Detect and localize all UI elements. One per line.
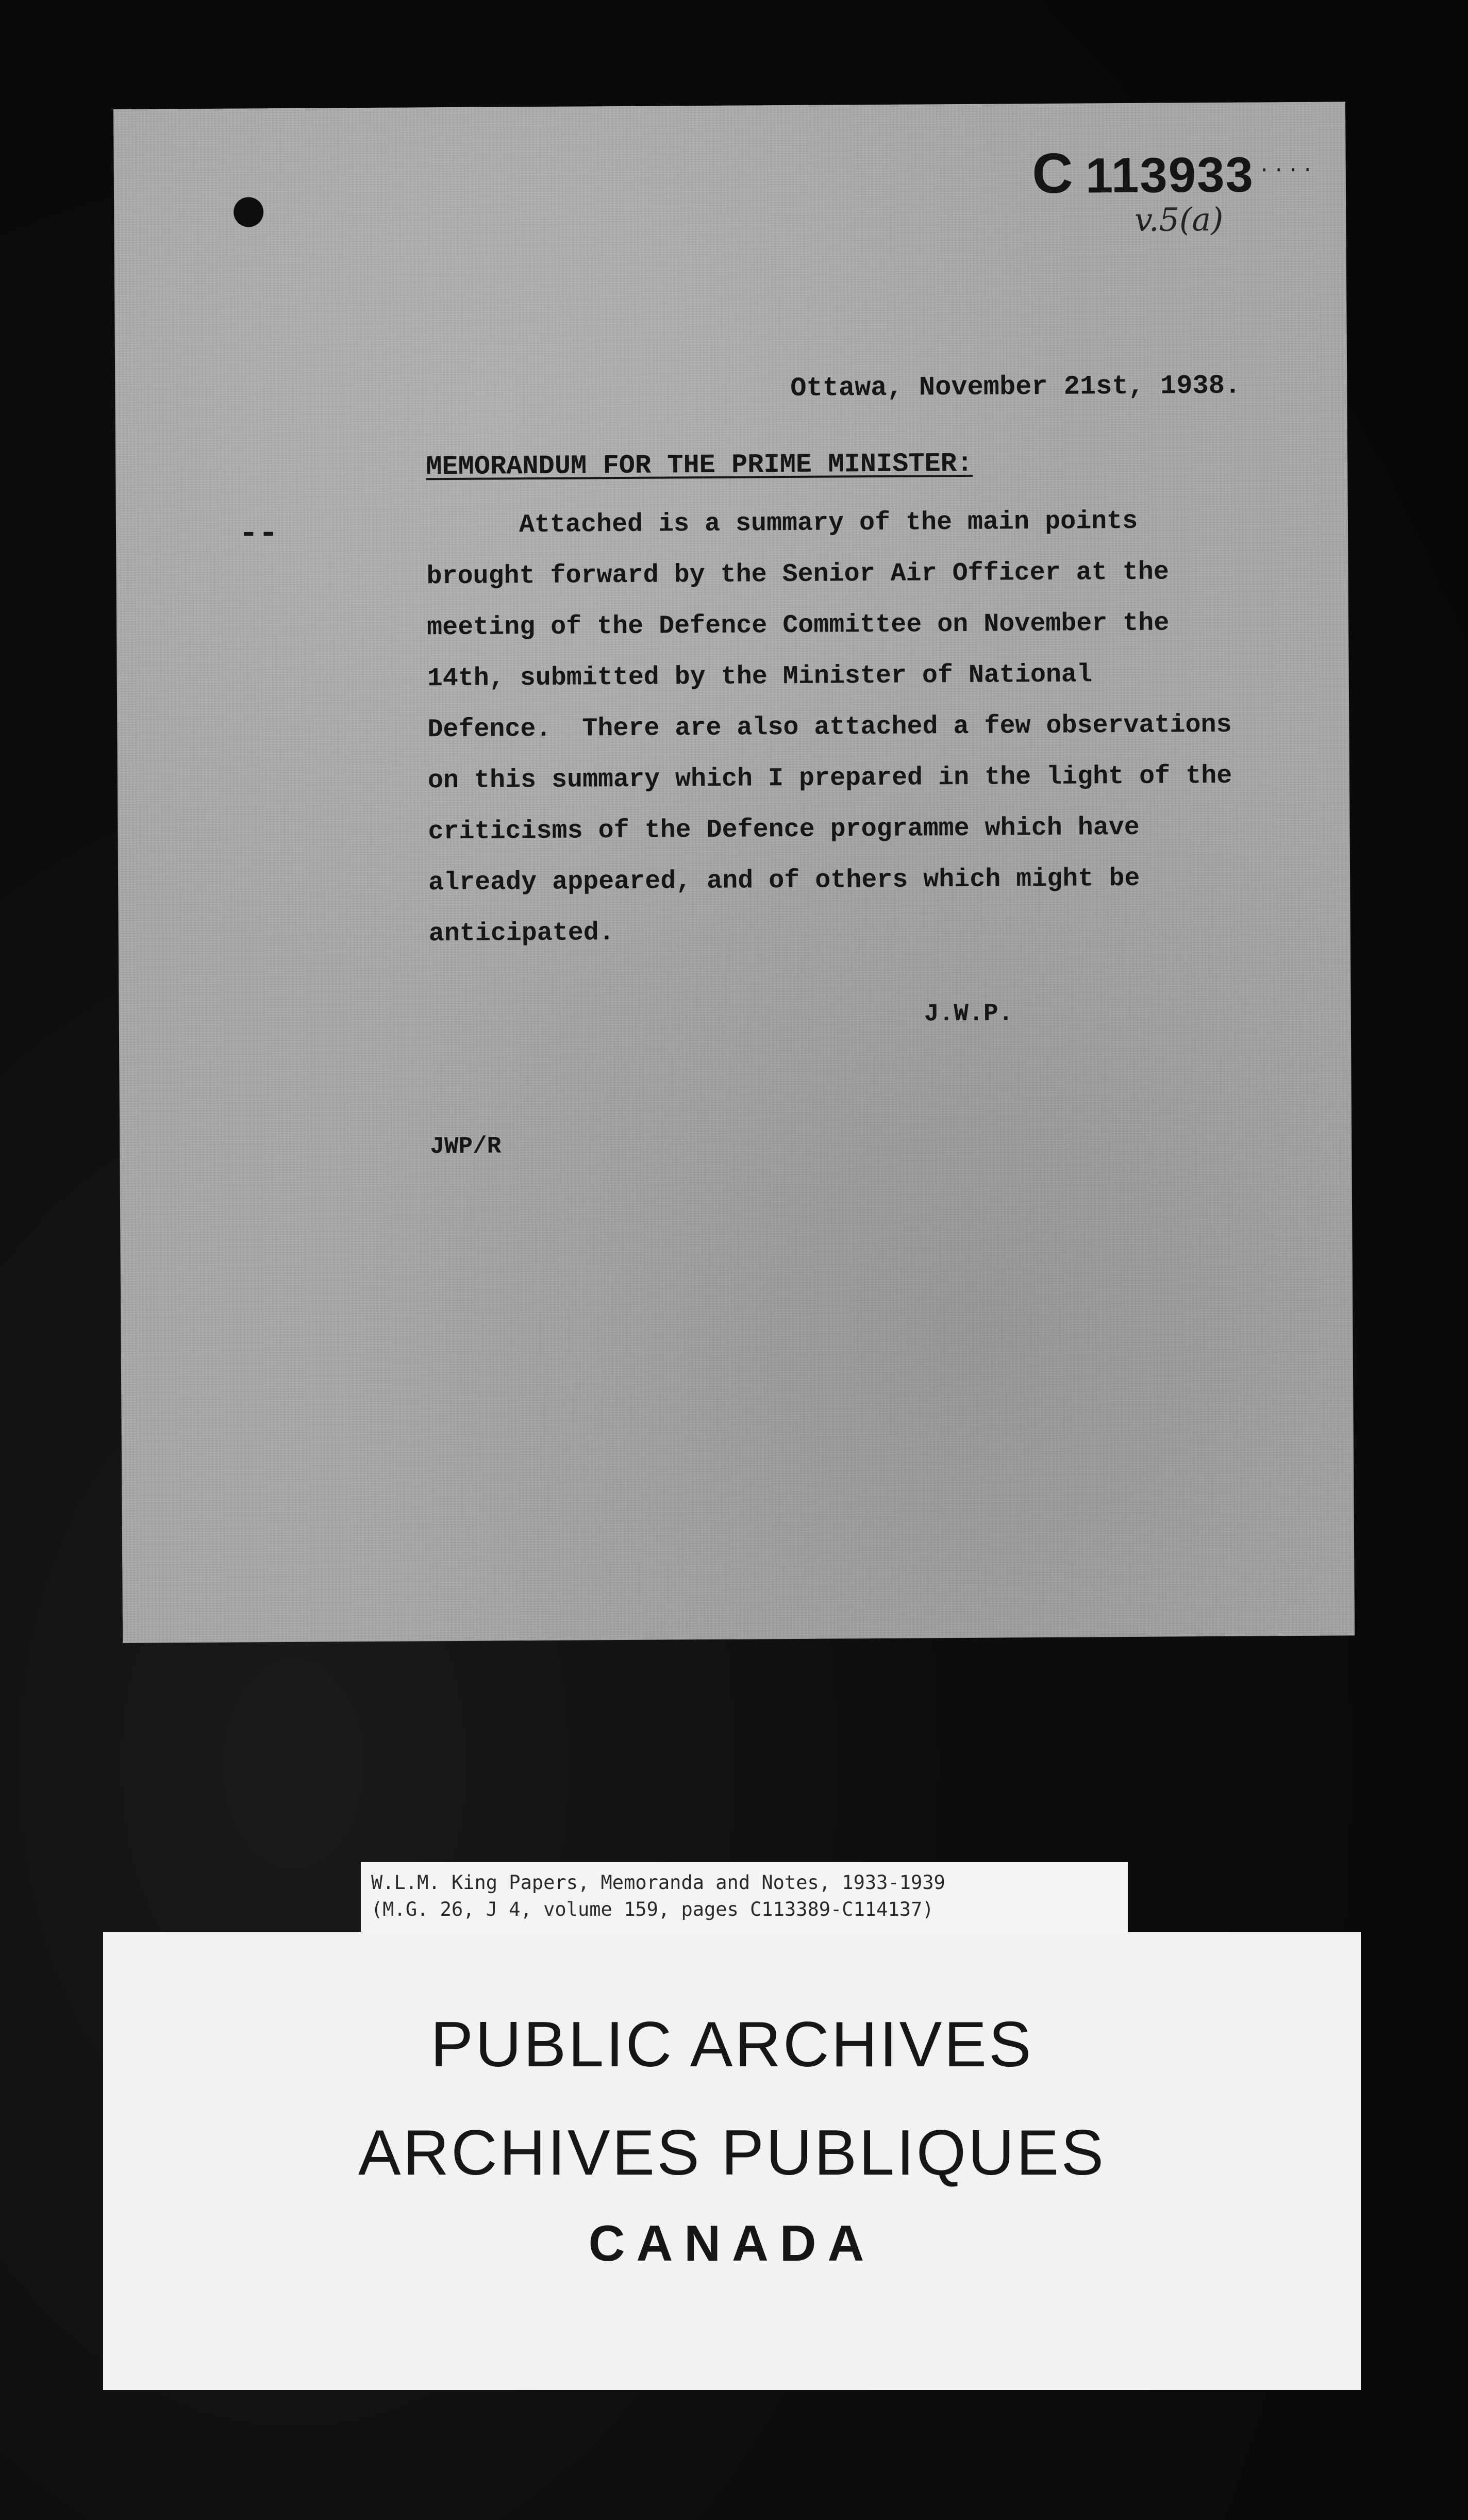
body-line: on this summary which I prepared in the light of the bbox=[427, 761, 1232, 796]
citation-line-1: W.L.M. King Papers, Memoranda and Notes, 1933-1939 bbox=[371, 1871, 945, 1894]
citation-line-2: (M.G. 26, J 4, volume 159, pages C113389-C114137) bbox=[371, 1898, 934, 1920]
body-line: anticipated. bbox=[428, 918, 615, 949]
handwritten-volume-note: v.5(a) bbox=[1134, 200, 1224, 239]
date-line: Ottawa, November 21st, 1938. bbox=[790, 370, 1241, 404]
body-line: already appeared, and of others which might be bbox=[428, 864, 1140, 898]
reference-prefix: C bbox=[1031, 141, 1075, 206]
body-line: Attached is a summary of the main points bbox=[426, 506, 1138, 541]
body-line: Defence. There are also attached a few observations bbox=[427, 710, 1232, 745]
reference-dots: .... bbox=[1258, 154, 1316, 178]
signature-initials: J.W.P. bbox=[924, 1000, 1013, 1029]
archives-title-french: ARCHIVES PUBLIQUES bbox=[358, 2117, 1106, 2189]
memo-body bbox=[426, 495, 1274, 959]
margin-mark: -- bbox=[238, 516, 279, 553]
body-line: criticisms of the Defence programme which have bbox=[428, 813, 1140, 847]
reference-number bbox=[1032, 139, 1254, 206]
citation-label bbox=[361, 1862, 1128, 1932]
archives-title-english: PUBLIC ARCHIVES bbox=[430, 2009, 1033, 2080]
body-line: brought forward by the Senior Air Officer at the bbox=[426, 557, 1169, 592]
body-line: meeting of the Defence Committee on November the bbox=[426, 608, 1170, 643]
punch-hole bbox=[233, 197, 263, 227]
memo-heading: MEMORANDUM FOR THE PRIME MINISTER: bbox=[426, 448, 973, 483]
archives-card bbox=[103, 1932, 1361, 2390]
memo-page bbox=[113, 102, 1355, 1643]
archives-country: CANADA bbox=[588, 2215, 876, 2272]
body-line: 14th, submitted by the Minister of National bbox=[427, 660, 1093, 694]
reference-digits: 113933 bbox=[1085, 147, 1255, 204]
typist-initials: JWP/R bbox=[430, 1133, 502, 1160]
